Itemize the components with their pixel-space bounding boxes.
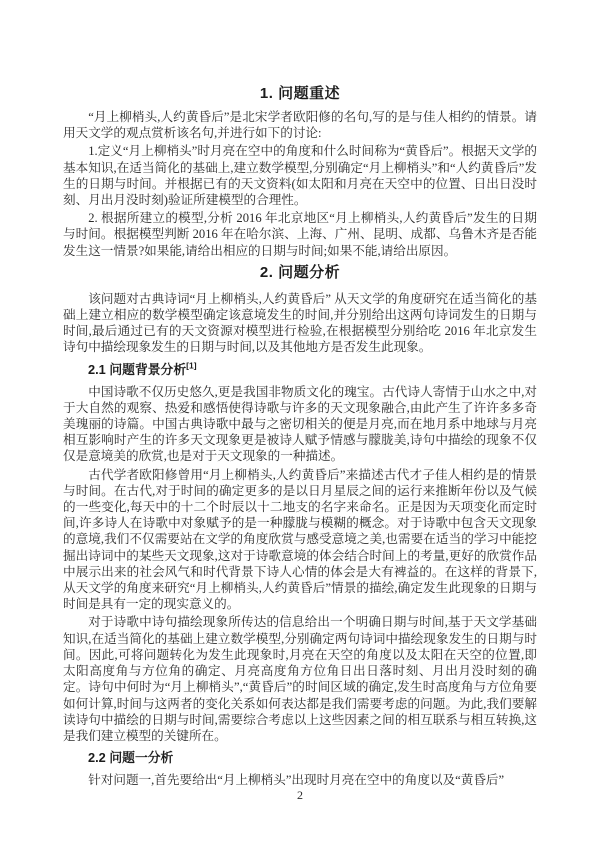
subsection-2-2-paragraph-1: 针对问题一,首先要给出“月上柳梢头”出现时月亮在空中的角度以及“黄昏后” [88, 773, 505, 788]
subsection-2-1-paragraph-1: 中国诗歌不仅历史悠久,更是我国非物质文化的瑰宝。古代诗人寄情于山水之中,对于大自然的观察、热爱和感悟使得诗歌与许多的天文现象融合,由此产生了许许多多奇美瑰丽的诗篇。中国古典诗歌中最与之密切相关的便是月亮,而在地月系中地球与月亮相互影响时产生的许多天文现象更是被诗人赋予情感与朦胧美,诗句中描绘的现象不仅仅是意境美的欣赏,也是对于天文现象的一种描述。 [63, 384, 537, 464]
section-2-intro-paragraph: 该问题对古典诗词“月上柳梢头,人约黄昏后” 从天文学的角度研究在适当简化的基础上建立相应的数学模型确定该意境发生的时间,并分别给出这两句诗词发生的日期与时间,最后通过已有的天文资源对模型进行检验,在根据模型分别给吃 2016 年北京发生诗句中描绘现象发生的日期与时间,以及其他地方是否发生此现象。 [63, 291, 537, 355]
subsection-2-1-heading-text: 2.1 问题背景分析 [88, 361, 187, 377]
section-1-paragraph-1: “月上柳梢头,人约黄昏后”是北宋学者欧阳修的名句,写的是与佳人相约的情景。请用天文学的观点赏析该名句,并进行如下的讨论: [63, 110, 537, 141]
section-1-paragraph-2: 1.定义“月上柳梢头”时月亮在空中的角度和什么时间称为“黄昏后”。根据天文学的基本知识,在适当简化的基础上,建立数学模型,分别确定“月上柳梢头”和“人约黄昏后”发生的日期与时间。并根据已有的天文资料(如太阳和月亮在天空中的位置、日出日没时刻、月出月没时刻)验证所建模型的合理性。 [63, 144, 537, 208]
page-number: 2 [297, 787, 303, 802]
section-1-paragraph-3: 2. 根据所建立的模型,分析 2016 年北京地区“月上柳梢头,人约黄昏后”发生的日期与时间。根据模型判断 2016 年在哈尔滨、上海、广州、昆明、成都、乌鲁木齐是否能发生这一情景?如果能,请给出相应的日期与时间;如果不能,请给出原因。 [63, 211, 537, 258]
section-2-title: 2. 问题分析 [259, 263, 341, 281]
subsection-2-1-paragraph-2: 古代学者欧阳修曾用“月上柳梢头,人约黄昏后”来描述古代才子佳人相约是的情景与时间。在古代,对于时间的确定更多的是以日月星辰之间的运行来推断年份以及气候的一些变化,每天中的十二个时辰以十二地支的名字来命名。正是因为天项变化而定时间,许多诗人在诗歌中对象赋予的是一种朦胧与模糊的概念。对于诗歌中包含天文现象的意境,我们不仅需要站在文学的角度欣赏与感受意境之美,也需要在适当的学习中能挖掘出诗词中的某些天文现象,这对于诗歌意境的体会结合时间上的考量,更好的欣赏作品中展示出来的社会风气和时代背景下诗人心情的体会是大有裨益的。在这样的背景下,从天文学的角度来研究“月上柳梢头,人约黄昏后”情景的描绘,确定发生此现象的日期与时间是具有一定的现实意义的。 [63, 467, 537, 612]
subsection-2-1-heading [88, 361, 537, 378]
citation-ref-1: [1] [186, 360, 197, 371]
section-1-title: 1. 问题重述 [259, 85, 341, 102]
subsection-2-2-heading: 2.2 问题一分析 [88, 750, 174, 766]
subsection-2-1-paragraph-3: 对于诗歌中诗句描绘现象所传达的信息给出一个明确日期与时间,基于天文学基础知识,在适当简化的基础上建立数学模型,分别确定两句诗词中描绘现象发生的日期与时间。因此,可将问题转化为发生此现象时,月亮在天空的角度以及太阳在天空的位置,即太阳高度角与方位角的确定、月亮高度角方位角日出日落时刻、月出月没时刻的确定。诗句中何时为“月上柳梢头”,“黄昏后”的时间区域的确定,发生时高度角与方位角要如何计算,时间与这两者的变化关系如何表达都是我们需要考虑的问题。为此,我们要解读诗句中描绘的日期与时间,需要综合考虑以上这些因素之间的相互联系与相互转换,这是我们建立模型的关键所在。 [63, 615, 537, 743]
